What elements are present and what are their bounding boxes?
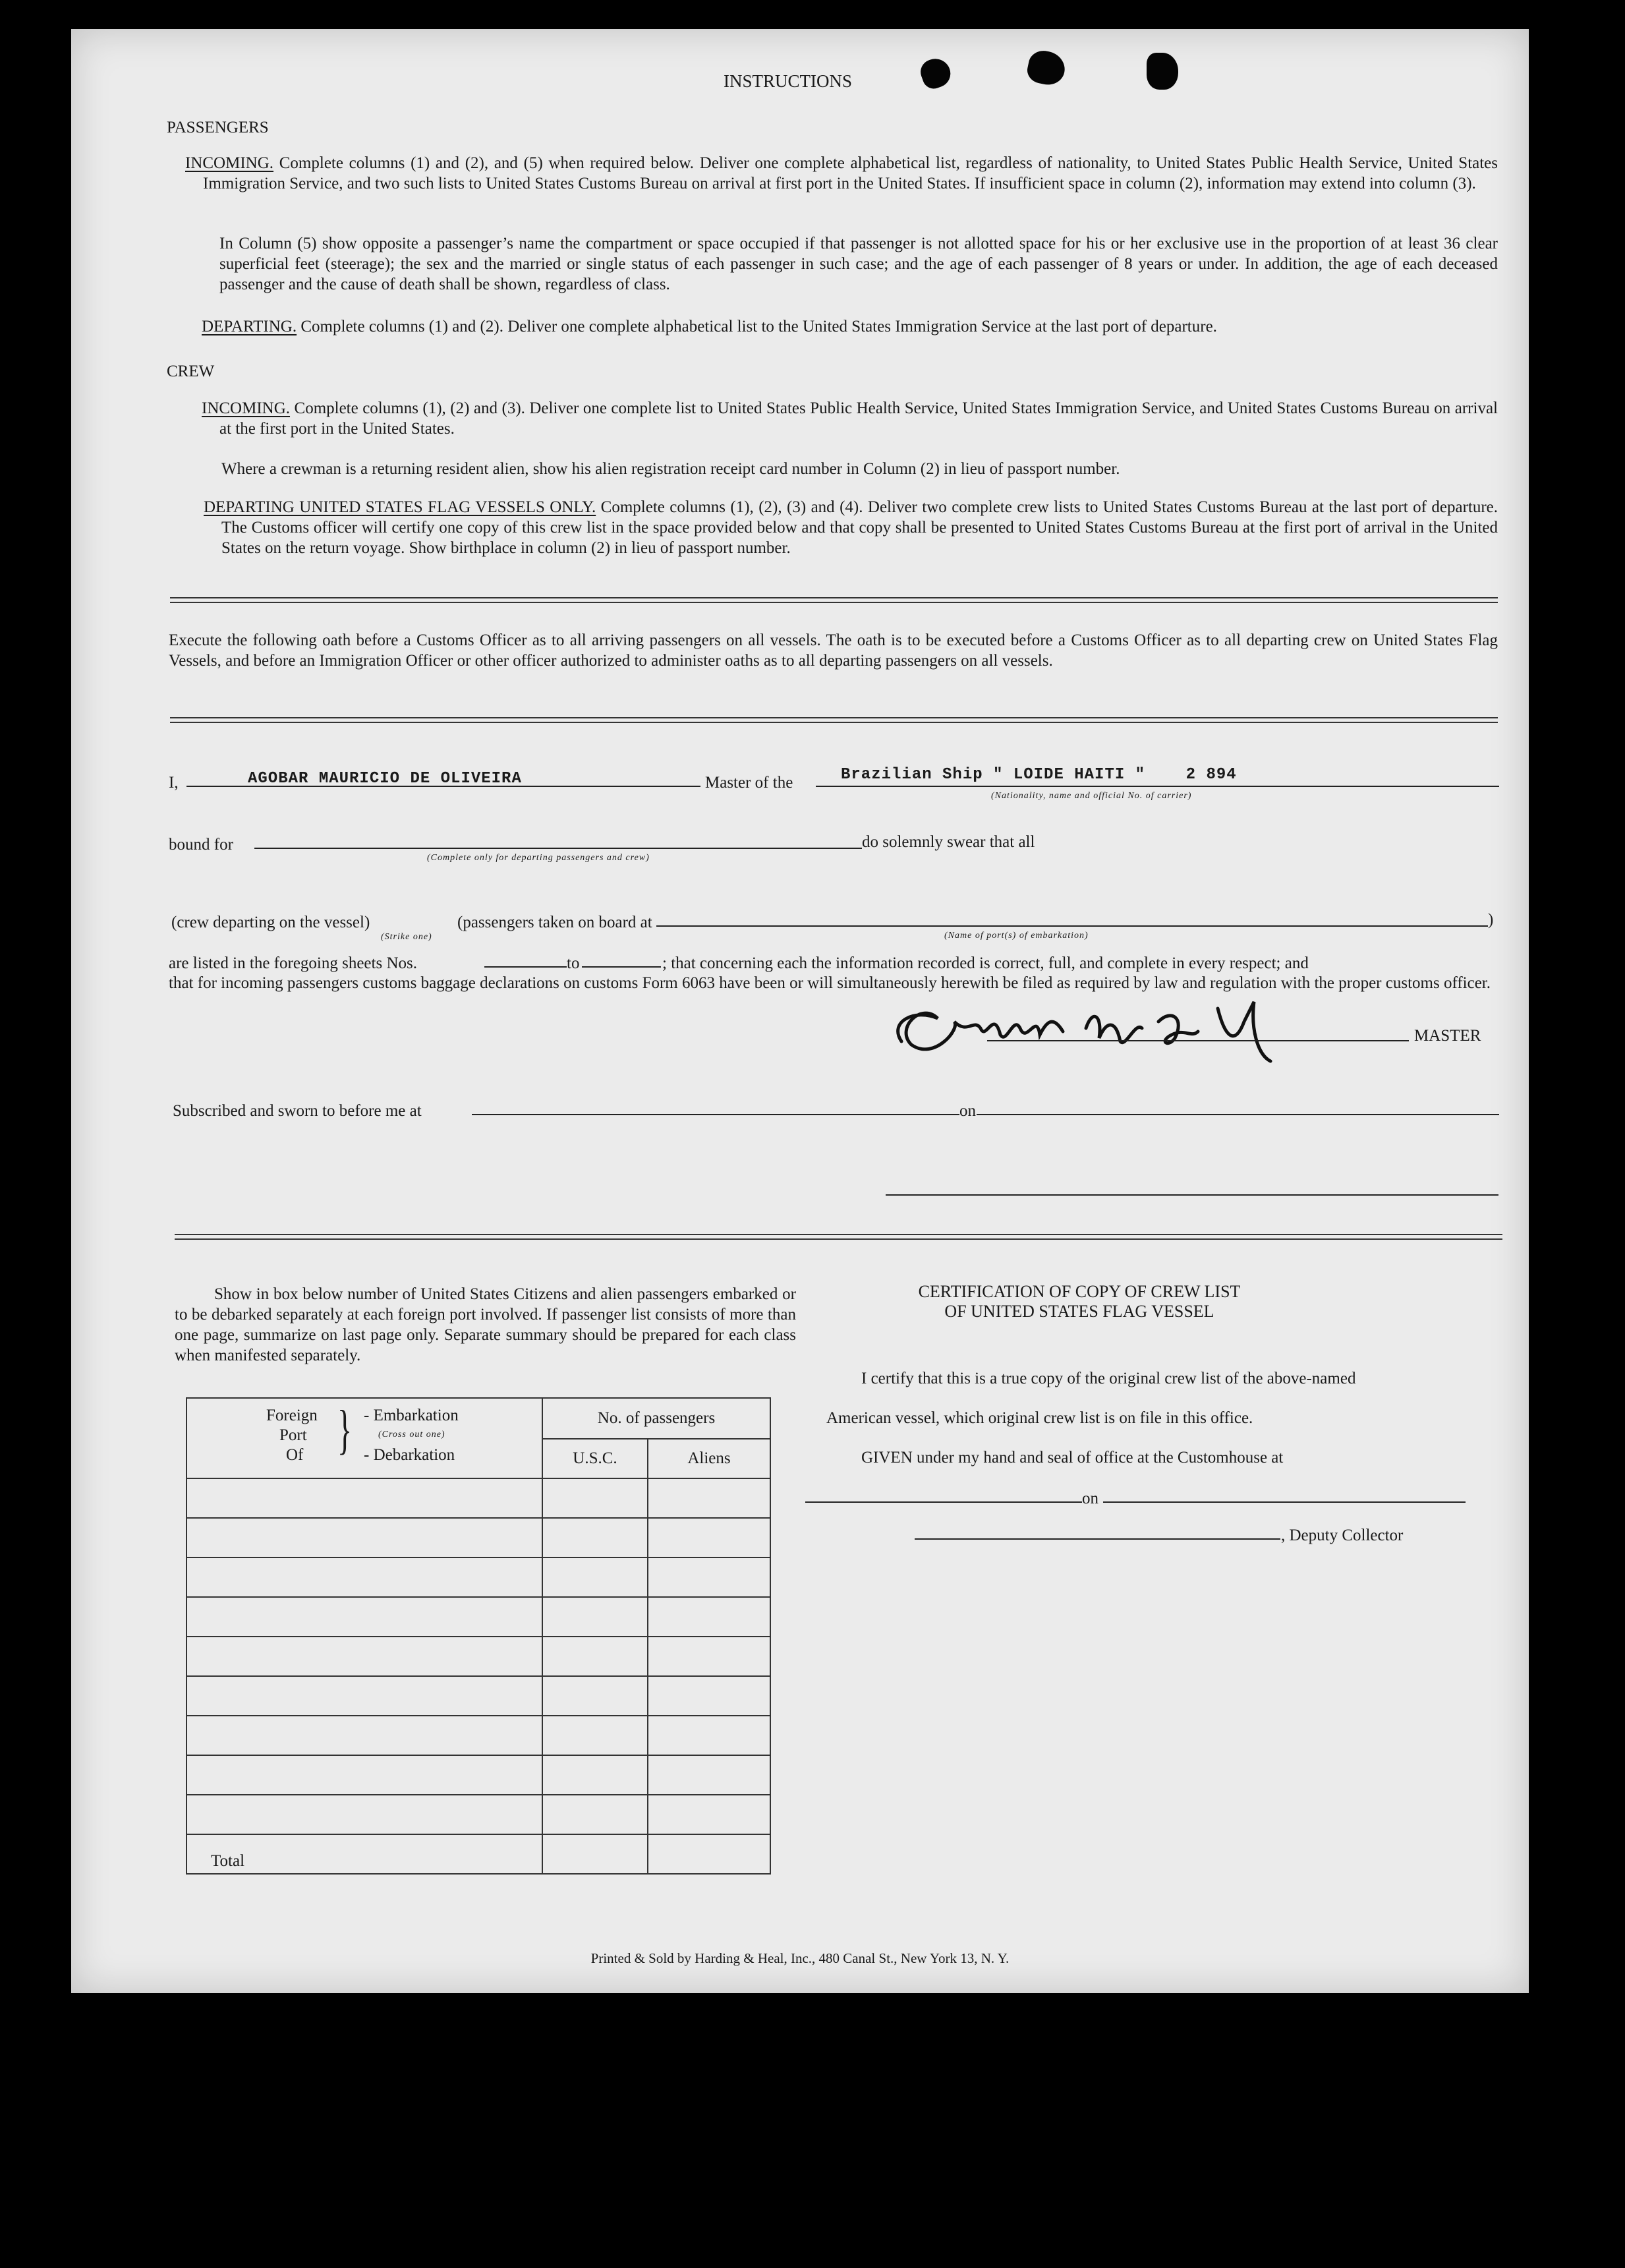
crew-incoming-text: Complete columns (1), (2) and (3). Deliver one complete list to United States Public Health Service, United States Immigration Service, and United States Customs Bureau on arrival at the first port in the United States. [219,399,1498,438]
usc-cell[interactable] [542,1755,648,1795]
passengers-departing-text: Complete columns (1) and (2). Deliver one complete alphabetical list to the United States Immigration Service at the last port of departure. [300,318,1217,335]
officer-signature-line [886,1194,1498,1196]
usc-cell[interactable] [542,1716,648,1755]
bound-for-label: bound for [169,836,233,854]
printer-footer: Printed & Sold by Harding & Heal, Inc., 480 Canal St., New York 13, N. Y. [590,1950,1010,1966]
passengers-incoming-paragraph [185,153,1498,194]
passengers-column5-text: In Column (5) show opposite a passenger’s name the compartment or space occupied if that passenger is not allotted space for his or her exclusive use in the proportion of at least 36 clear superficial feet (steerage); the sex and the married or single status of each passenger in such case; and the age of each passenger of 8 years or under. In addition, the age of each deceased passenger and the cause of death shall be shown, regardless of class. [219,235,1498,293]
divider [170,717,1498,723]
aliens-cell[interactable] [648,1676,770,1716]
crew-incoming-label: INCOMING. [202,399,291,417]
embarkation-label: - Embarkation [364,1407,459,1424]
master-signature-line [987,1040,1409,1041]
crew-incoming-paragraph [202,398,1498,439]
certification-on-label: on [1082,1490,1098,1507]
vessel-line [816,786,1499,787]
table-row [186,1597,770,1637]
certification-title-2: OF UNITED STATES FLAG VESSEL [944,1302,1214,1321]
table-row [186,1478,770,1518]
table-row [186,1557,770,1597]
port-cell[interactable] [186,1637,542,1676]
usc-cell[interactable] [542,1637,648,1676]
ink-blot [1025,48,1068,88]
debarkation-label: - Debarkation [364,1446,455,1464]
foreign-label: Foreign [266,1407,318,1424]
crew-departing-label: DEPARTING UNITED STATES FLAG VESSELS ONLY. [204,498,596,516]
port-header-cell [186,1398,542,1478]
port-cell[interactable] [186,1755,542,1795]
sheet-to-line [582,966,661,968]
to-label: to [567,954,580,972]
crew-departing-text: Complete columns (1), (2), (3) and (4). Deliver two complete crew lists to United States Customs Bureau at the last port of departure. The Customs officer will certify one copy of this crew list in the space provided below and that copy shall be presented to United States Customs Bureau at the first port of arrival in the United States on the return voyage. Show birthplace in column (2) in lieu of passport number. [221,498,1498,557]
port-cell[interactable] [186,1676,542,1716]
passengers-incoming-text: Complete columns (1) and (2), and (5) when required below. Deliver one complete alphabetical list, regardless of nationality, to United States Public Health Service, United States Immigration Service, and two such lists to United States Customs Bureau on arrival at first port in the United States. If insufficient space in column (2), information may extend into column (3). [203,154,1498,192]
master-label: MASTER [1414,1027,1481,1045]
embarkation-port-line [656,925,1488,927]
port-label: Port [279,1426,307,1444]
port-cell[interactable] [186,1518,542,1557]
divider [175,1234,1502,1240]
aliens-cell[interactable] [648,1716,770,1755]
cross-out-caption: (Cross out one) [378,1430,445,1439]
aliens-total-cell[interactable] [648,1834,770,1874]
passengers-board-option: (passengers taken on board at [457,914,652,931]
port-cell[interactable] [186,1795,542,1834]
port-cell[interactable] [186,1478,542,1518]
aliens-cell[interactable] [648,1637,770,1676]
aliens-cell[interactable] [648,1478,770,1518]
crew-alien-text: Where a crewman is a returning resident alien, show his alien registration receipt card number in Column (2) in lieu of passport number. [221,460,1120,478]
usc-cell[interactable] [542,1795,648,1834]
bound-for-caption: (Complete only for departing passengers and crew) [427,853,650,863]
close-paren: ) [1488,911,1494,929]
total-label: Total [186,1834,542,1874]
crew-heading: CREW [167,363,215,380]
table-row [186,1637,770,1676]
of-label: Of [286,1446,304,1464]
oath-intro: Execute the following oath before a Customs Officer as to all arriving passengers on all vessels. The oath is to be executed before a Customs Officer as to all departing crew on United States Flag Vessels, and before an Immigration Officer or other officer authorized to administer oaths as to all departing passengers on all vessels. [169,631,1498,670]
usc-header: U.S.C. [542,1439,648,1478]
port-cell[interactable] [186,1716,542,1755]
aliens-header: Aliens [648,1439,770,1478]
vessel-typed: Brazilian Ship " LOIDE HAITI " 2 894 [841,766,1237,784]
strike-caption: (Strike one) [381,932,432,942]
usc-cell[interactable] [542,1518,648,1557]
given-text: GIVEN under my hand and seal of office at the Customhouse at [861,1449,1284,1467]
oath-i-label: I, [169,774,179,792]
aliens-cell[interactable] [648,1518,770,1557]
certify-text: I certify that this is a true copy of the original crew list of the above-named [861,1370,1356,1387]
usc-cell[interactable] [542,1597,648,1637]
swear-text: do solemnly swear that all [862,833,1035,851]
passenger-summary-table [186,1397,771,1875]
customhouse-line [805,1501,1082,1503]
form-page [71,29,1529,1993]
ink-blot [917,55,954,92]
total-row [186,1834,770,1874]
table-row [186,1676,770,1716]
aliens-cell[interactable] [648,1557,770,1597]
ports-caption: (Name of port(s) of embarkation) [944,931,1089,941]
crew-departing-paragraph [204,497,1498,558]
summary-instructions: Show in box below number of United States Citizens and alien passengers embarked or to be debarked separately at each foreign port involved. If passenger list consists of more than one page, summarize on last page only. Separate summary should be prepared for each class when manifested separately. [175,1285,796,1364]
passengers-departing-label: DEPARTING. [202,318,297,335]
instructions-title: INSTRUCTIONS [724,71,853,91]
port-cell[interactable] [186,1597,542,1637]
master-signature [875,982,1389,1074]
brace-glyph: } [337,1399,353,1460]
table-row [186,1795,770,1834]
usc-cell[interactable] [542,1557,648,1597]
table-row [186,1518,770,1557]
crew-departing-option: (crew departing on the vessel) [171,914,370,931]
deputy-signature-line [915,1538,1280,1540]
usc-cell[interactable] [542,1676,648,1716]
deputy-collector-label: , Deputy Collector [1281,1527,1404,1544]
divider [170,597,1498,603]
certification-title-1: CERTIFICATION OF COPY OF CREW LIST [918,1282,1241,1301]
ink-blot [1147,53,1178,90]
bound-for-line [254,848,862,849]
master-of-label: Master of the [705,774,793,792]
passengers-header: No. of passengers [542,1398,770,1439]
port-cell[interactable] [186,1557,542,1597]
master-name: AGOBAR MAURICIO DE OLIVEIRA [248,770,522,788]
usc-total-cell[interactable] [542,1834,648,1874]
statement-tail: ; that concerning each the information recorded is correct, full, and complete in every respect; and [662,954,1309,972]
aliens-cell[interactable] [648,1795,770,1834]
table-row [186,1716,770,1755]
table-row [186,1755,770,1795]
passengers-incoming-label: INCOMING. [185,154,274,172]
usc-cell[interactable] [542,1478,648,1518]
sheet-from-line [484,966,567,968]
passengers-heading: PASSENGERS [167,119,269,136]
sworn-date-line [977,1114,1499,1115]
vessel-caption: (Nationality, name and official No. of carrier) [991,791,1192,801]
aliens-cell[interactable] [648,1755,770,1795]
subscribed-label: Subscribed and sworn to before me at [173,1102,422,1120]
vessel-file-text: American vessel, which original crew list is on file in this office. [826,1409,1253,1427]
listed-label: are listed in the foregoing sheets Nos. [169,954,417,972]
sworn-place-line [472,1114,959,1115]
certification-date-line [1103,1501,1466,1503]
passengers-departing-paragraph [202,316,1498,337]
sworn-on-label: on [959,1102,976,1120]
statement-rest: that for incoming passengers customs baggage declarations on customs Form 6063 have been or will simultaneously herewith be filed as required by law and regulation with the proper customs officer. [169,974,1491,992]
aliens-cell[interactable] [648,1597,770,1637]
